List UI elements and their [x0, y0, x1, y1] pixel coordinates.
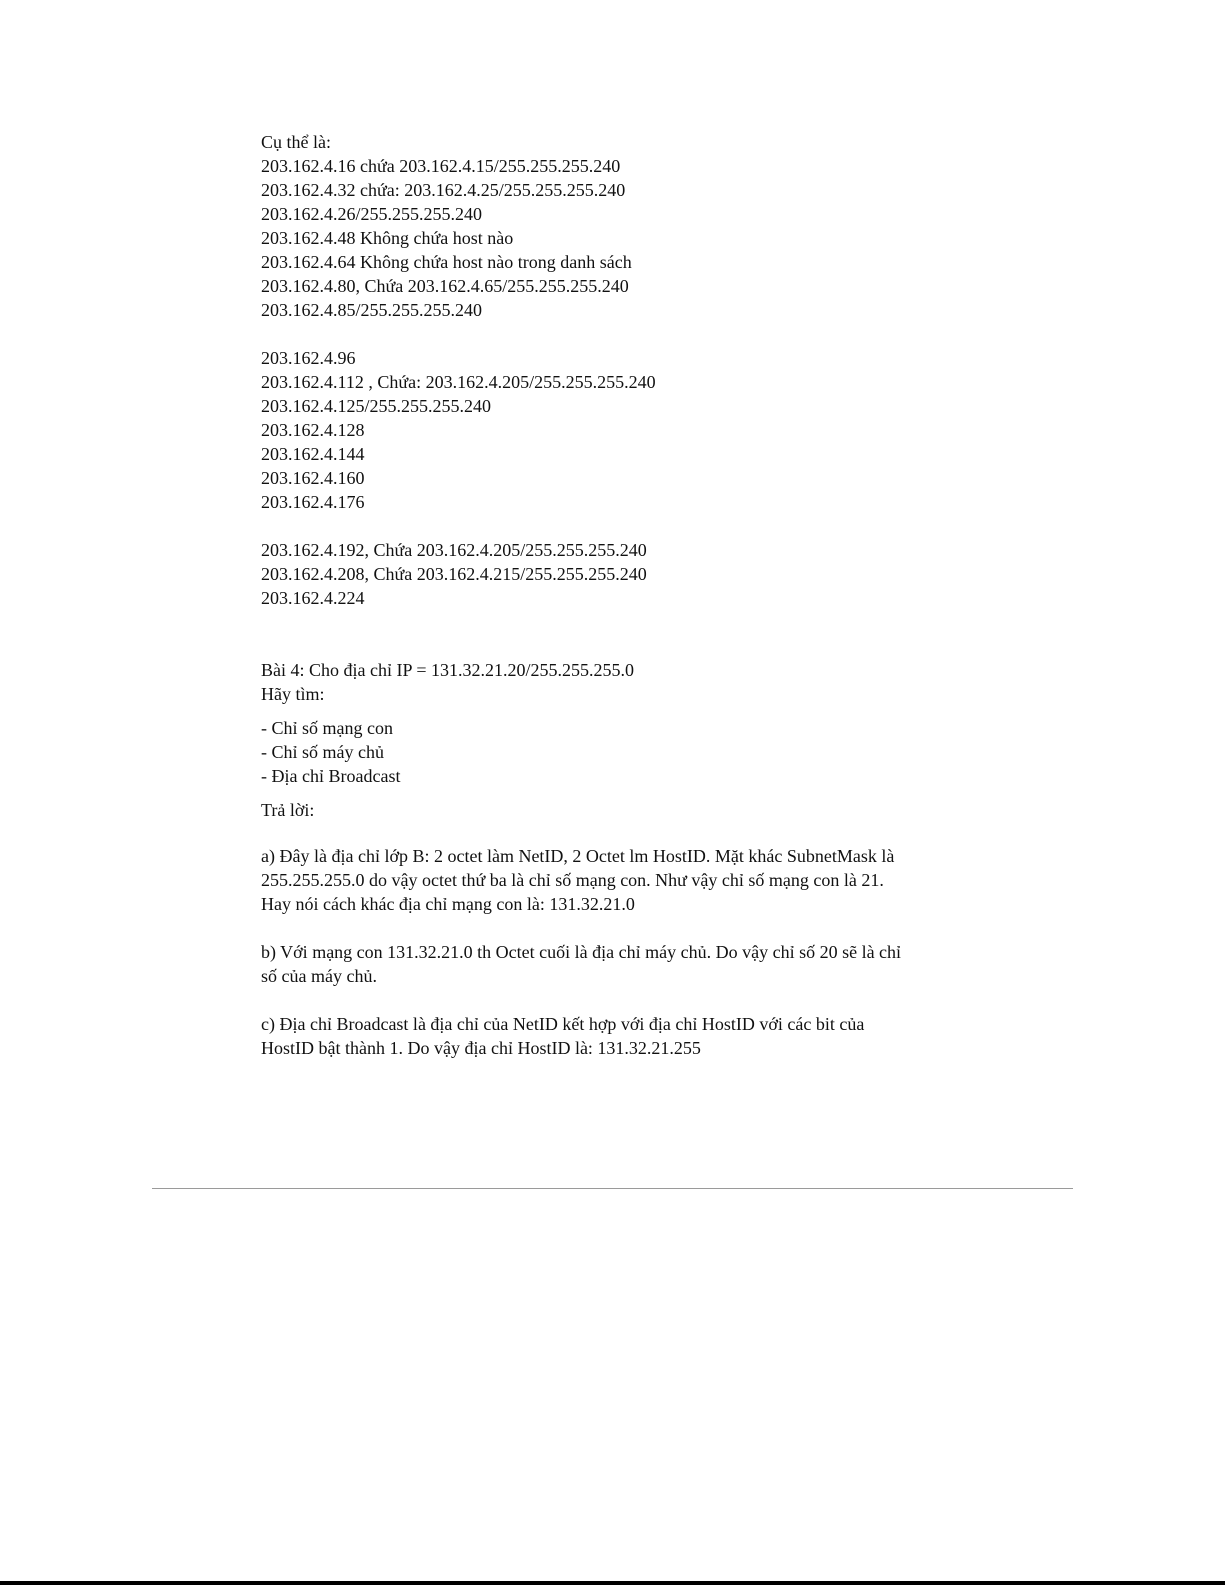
subnet-line: 203.162.4.96 — [261, 348, 356, 368]
subnet-line: 203.162.4.32 chứa: 203.162.4.25/255.255.255.240 — [261, 180, 626, 200]
page-divider — [152, 1188, 1073, 1189]
subnet-line: 203.162.4.48 Không chứa host nào — [261, 228, 514, 248]
exercise-4 — [261, 658, 961, 1060]
answer-label: Trả lời: — [261, 800, 315, 820]
subnet-line: 203.162.4.80, Chứa 203.162.4.65/255.255.255.240 — [261, 276, 629, 296]
exercise-prompt: Hãy tìm: — [261, 684, 325, 704]
subnet-line: 203.162.4.112 , Chứa: 203.162.4.205/255.255.255.240 — [261, 372, 656, 392]
subnet-line: 203.162.4.128 — [261, 420, 365, 440]
subnet-line: 203.162.4.160 — [261, 468, 365, 488]
subnet-line: 203.162.4.16 chứa 203.162.4.15/255.255.255.240 — [261, 156, 621, 176]
subnet-line: 203.162.4.176 — [261, 492, 365, 512]
task-item: - Chỉ số mạng con — [261, 718, 393, 738]
answer-line: b) Với mạng con 131.32.21.0 th Octet cuối là địa chỉ máy chủ. Do vậy chỉ số 20 sẽ là chỉ — [261, 942, 902, 962]
subnet-group-c — [261, 538, 961, 610]
section-heading: Cụ thể là: — [261, 132, 331, 152]
document-body — [261, 130, 961, 1060]
subnet-line: 203.162.4.144 — [261, 444, 365, 464]
subnet-line: 203.162.4.64 Không chứa host nào trong danh sách — [261, 252, 632, 272]
subnet-line: 203.162.4.224 — [261, 588, 365, 608]
subnet-group-a — [261, 154, 961, 322]
answer-line: HostID bật thành 1. Do vậy địa chỉ HostID là: 131.32.21.255 — [261, 1038, 701, 1058]
task-item: - Địa chỉ Broadcast — [261, 766, 401, 786]
answer-line: Hay nói cách khác địa chỉ mạng con là: 131.32.21.0 — [261, 894, 635, 914]
answer-line: a) Đây là địa chỉ lớp B: 2 octet làm NetID, 2 Octet lm HostID. Mặt khác SubnetMask là — [261, 846, 895, 866]
task-item: - Chỉ số máy chủ — [261, 742, 384, 762]
answer-line: 255.255.255.0 do vậy octet thứ ba là chỉ số mạng con. Như vậy chỉ số mạng con là 21. — [261, 870, 884, 890]
subnet-line: 203.162.4.85/255.255.255.240 — [261, 300, 483, 320]
subnet-line: 203.162.4.125/255.255.255.240 — [261, 396, 492, 416]
answer-b — [261, 940, 961, 988]
subnet-group-b — [261, 346, 961, 514]
answer-a — [261, 844, 961, 916]
answer-c — [261, 1012, 961, 1060]
answer-line: số của máy chủ. — [261, 966, 377, 986]
exercise-task-list — [261, 716, 961, 788]
subnet-line: 203.162.4.192, Chứa 203.162.4.205/255.255.255.240 — [261, 540, 647, 560]
page-bottom-edge — [0, 1581, 1225, 1585]
subnet-line: 203.162.4.208, Chứa 203.162.4.215/255.255.255.240 — [261, 564, 647, 584]
answer-line: c) Địa chỉ Broadcast là địa chỉ của NetID kết hợp với địa chỉ HostID với các bit của — [261, 1014, 865, 1034]
exercise-title: Bài 4: Cho địa chỉ IP = 131.32.21.20/255.255.255.0 — [261, 660, 634, 680]
subnet-line: 203.162.4.26/255.255.255.240 — [261, 204, 483, 224]
